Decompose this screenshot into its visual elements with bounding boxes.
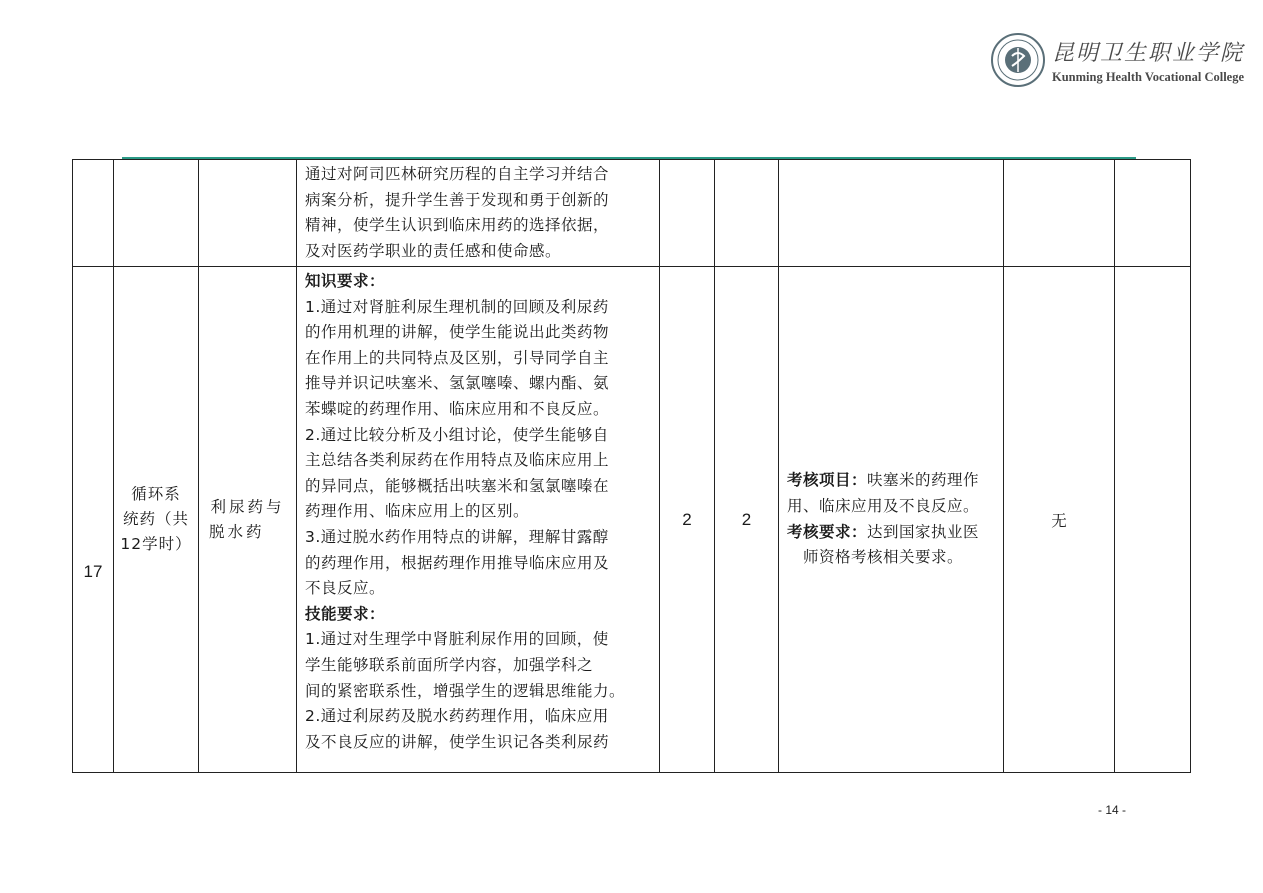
cell-assessment (779, 160, 1004, 267)
content-line: 1.通过对生理学中肾脏利尿作用的回顾，使 (305, 630, 609, 649)
table-row (73, 160, 1191, 267)
content-line: 主总结各类利尿药在作用特点及临床应用上 (305, 451, 610, 470)
college-logo (990, 32, 1245, 90)
course-table (72, 159, 1191, 773)
assess-item-text: 呋塞米的药理作 (867, 471, 980, 490)
cell-hours-b (715, 160, 779, 267)
assess-item-label: 考核项目： (787, 471, 868, 490)
assess-req-text: 师资格考核相关要求。 (803, 548, 964, 567)
content-line: 3.通过脱水药作用特点的讲解，理解甘露醇 (305, 527, 609, 546)
cell-other (1004, 160, 1115, 267)
content-line: 的作用机理的讲解，使学生能说出此类药物 (305, 323, 610, 342)
assess-item-text: 用、临床应用及不良反应。 (787, 496, 980, 515)
content-line: 药理作用、临床应用上的区别。 (305, 502, 530, 521)
assess-req-label: 考核要求： (787, 522, 868, 541)
cell-hours-a (660, 160, 715, 267)
page-number: - 14 - (1097, 803, 1126, 817)
college-name-cn: 昆明卫生职业学院 (1052, 41, 1245, 66)
content-line: 苯蝶啶的药理作用、临床应用和不良反应。 (305, 399, 610, 418)
content-line: 及不良反应的讲解，使学生识记各类利尿药 (305, 732, 610, 751)
cell-content (297, 160, 660, 267)
content-line: 间的紧密联系性，增强学生的逻辑思维能力。 (305, 681, 626, 700)
cell-module (114, 160, 199, 267)
hours-a: 2 (682, 509, 692, 529)
content-line: 2.通过利尿药及脱水药药理作用，临床应用 (305, 707, 609, 726)
college-seal-icon (990, 32, 1046, 88)
cell-number (73, 160, 114, 267)
module-line: 循环系 (131, 485, 181, 503)
skill-heading: 技能要求： (305, 604, 386, 623)
cell-assessment (779, 267, 1004, 773)
cell-topic (199, 267, 297, 773)
content-line: 不良反应。 (305, 579, 386, 598)
topic-line: 利尿药与 (210, 497, 285, 516)
table-row (73, 267, 1191, 773)
content-line: 及对医药学职业的责任感和使命感。 (305, 241, 562, 260)
content-line: 1.通过对肾脏利尿生理机制的回顾及利尿药 (305, 297, 609, 316)
topic-line: 脱水药 (209, 522, 265, 541)
cell-remark (1115, 160, 1191, 267)
content-line: 推导并识记呋塞米、氢氯噻嗪、螺内酯、氨 (305, 374, 610, 393)
row-number: 17 (83, 562, 103, 581)
cell-other (1004, 267, 1115, 773)
cell-number (73, 267, 114, 773)
cell-module (114, 267, 199, 773)
cell-content (297, 267, 660, 773)
cell-topic (199, 160, 297, 267)
content-line: 的异同点，能够概括出呋塞米和氢氯噻嗪在 (305, 476, 610, 495)
cell-hours-a (660, 267, 715, 773)
college-name-en: Kunming Health Vocational College (1052, 70, 1245, 84)
content-line: 学生能够联系前面所学内容，加强学科之 (305, 655, 594, 674)
content-line: 通过对阿司匹林研究历程的自主学习并结合 (305, 165, 610, 183)
module-line: 12学时） (120, 535, 192, 553)
assess-req-text: 达到国家执业医 (867, 522, 980, 541)
cell-remark (1115, 267, 1191, 773)
content-line: 在作用上的共同特点及区别，引导同学自主 (305, 348, 610, 367)
content-line: 2.通过比较分析及小组讨论，使学生能够自 (305, 425, 609, 444)
content-line: 病案分析，提升学生善于发现和勇于创新的 (305, 190, 610, 209)
module-line: 统药（共 (122, 510, 189, 528)
content-line: 的药理作用，根据药理作用推导临床应用及 (305, 553, 610, 572)
content-line: 精神，使学生认识到临床用药的选择依据， (305, 216, 610, 235)
cell-hours-b (715, 267, 779, 773)
other-value: 无 (1051, 511, 1067, 530)
hours-b: 2 (741, 509, 752, 529)
knowledge-heading: 知识要求： (305, 272, 386, 290)
